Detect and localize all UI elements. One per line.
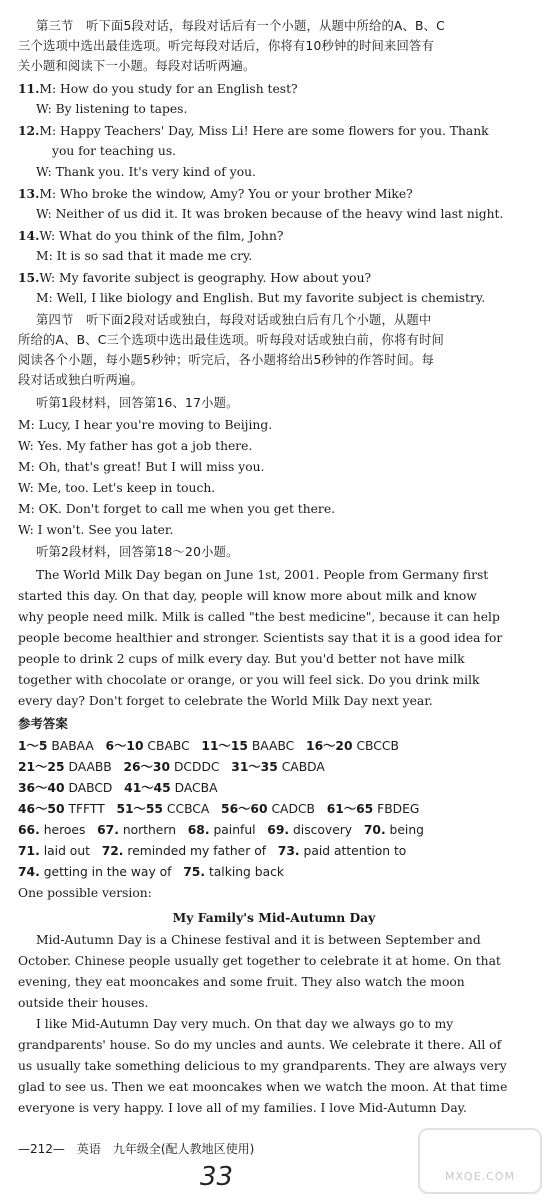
answer-range: 16～20	[306, 739, 353, 753]
question-number: 15.	[18, 270, 40, 285]
answer-value: reminded my father of	[127, 844, 267, 858]
lines-line	[18, 185, 530, 203]
lines-line	[18, 630, 530, 647]
answer-value: talking back	[208, 865, 284, 879]
lines-text: 第四节 听下面2段对话或独白，每段对话或独白后有几个小题，从题中	[36, 313, 432, 327]
answer-value: CBCCB	[356, 739, 399, 753]
answer-range: 68.	[187, 823, 210, 837]
essay-line	[36, 932, 530, 949]
lines-line	[18, 58, 530, 75]
lines-line	[18, 227, 530, 245]
lines-line	[36, 18, 530, 35]
answer-range: 70.	[363, 823, 386, 837]
essay-line	[18, 1079, 530, 1096]
lines-text: W: Me, too. Let's keep in touch.	[18, 481, 216, 495]
answer-value: CADCB	[271, 802, 315, 816]
essay-text: glad to see us. Then we eat mooncakes when we watch the moon. At that time	[18, 1080, 508, 1094]
lines-text: 阅读各个小题，每小题5秒钟；听完后，各小题将给出5秒钟的作答时间。每	[18, 353, 434, 367]
essay-line	[18, 1100, 530, 1117]
answer-row	[18, 801, 530, 818]
answer-range: 72.	[101, 844, 124, 858]
lines-line	[18, 269, 530, 287]
lines-text: W: I won't. See you later.	[18, 523, 174, 537]
lines-text: 听第1段材料，回答第16、17小题。	[36, 396, 239, 410]
answer-value: painful	[213, 823, 256, 837]
answer-value: being	[389, 823, 424, 837]
lines-text: M: It is so sad that it made me cry.	[36, 249, 253, 263]
lines-text: W: Thank you. It's very kind of you.	[36, 165, 256, 179]
lines-text: 三个选项中选出最佳选项。听完每段对话后，你将有10秒钟的时间来回答有	[18, 39, 434, 53]
lines-line	[18, 522, 530, 539]
answer-range: 36～40	[18, 781, 65, 795]
answer-range: 61～65	[326, 802, 374, 816]
lines-text: 关小题和阅读下一小题。每段对话听两遍。	[18, 59, 256, 73]
lines-text: people to drink 2 cups of milk every day. But you'd better not have milk	[18, 652, 465, 666]
lines-line	[36, 544, 530, 561]
lines-text: W: Yes. My father has got a job there.	[18, 439, 253, 453]
lines-text: M: OK. Don't forget to call me when you get there.	[18, 502, 335, 516]
answer-value: FBDEG	[377, 802, 420, 816]
answer-value: laid out	[43, 844, 90, 858]
lines-text: M: Happy Teachers' Day, Miss Li! Here are some flowers for you. Thank	[39, 124, 489, 138]
answer-range: 1～5	[18, 739, 48, 753]
lines-line	[18, 651, 530, 668]
answer-value: getting in the way of	[43, 865, 172, 879]
lines-text: you for teaching us.	[52, 144, 177, 158]
answer-value: discovery	[293, 823, 353, 837]
essay-line	[18, 995, 530, 1012]
lines-line	[36, 206, 530, 223]
answer-row	[18, 738, 530, 755]
lines-text: started this day. On that day, people will know more about milk and know	[18, 589, 477, 603]
answer-row	[18, 864, 530, 881]
essay-text: us usually take something delicious to my grandparents. They are always very	[18, 1059, 507, 1073]
essay-text: outside their houses.	[18, 996, 149, 1010]
answer-range: 6～10	[105, 739, 144, 753]
essay-text: everyone is very happy. I love all of my families. I love Mid-Autumn Day.	[18, 1101, 467, 1115]
lines-text: 听第2段材料，回答第18～20小题。	[36, 545, 239, 559]
lines-line	[52, 143, 530, 160]
answer-row	[18, 780, 530, 797]
page-footer: —212— 英语 九年级全(配人教地区使用)	[18, 1142, 255, 1156]
question-number: 14.	[18, 228, 40, 243]
answer-value: DCDDC	[173, 760, 220, 774]
answer-range: 31～35	[231, 760, 278, 774]
essay-text: I like Mid-Autumn Day very much. On that day we always go to my	[36, 1017, 454, 1031]
answer-value: CCBCA	[166, 802, 210, 816]
lines-text: together with chocolate or orange, or you will feel sick. Do you drink milk	[18, 673, 480, 687]
watermark-text: MXQE.COM	[445, 1169, 515, 1183]
lines-line	[18, 609, 530, 626]
answer-value: DAABB	[68, 760, 112, 774]
essay-text: grandparents' house. So do my uncles and aunts. We celebrate it there. All of	[18, 1038, 502, 1052]
lines-line	[36, 567, 530, 584]
answer-range: 73.	[277, 844, 300, 858]
answer-value: CBABC	[147, 739, 190, 753]
answer-range: 56～60	[221, 802, 268, 816]
lines-text: 段对话或独白听两遍。	[18, 373, 143, 387]
lines-text: 所给的A、B、C三个选项中选出最佳选项。听每段对话或独白前，你将有时间	[18, 333, 444, 347]
essay-line	[36, 1016, 530, 1033]
lines-line	[18, 332, 530, 349]
lines-line	[36, 164, 530, 181]
answer-range: 51～55	[116, 802, 163, 816]
essay-line	[18, 974, 530, 991]
lines-line	[18, 38, 530, 55]
lines-line	[18, 417, 530, 434]
answer-range: 46～50	[18, 802, 65, 816]
answer-value: DACBA	[174, 781, 218, 795]
essay-title: My Family's Mid-Autumn Day	[172, 910, 376, 925]
answer-value: paid attention to	[303, 844, 407, 858]
lines-line	[18, 459, 530, 476]
essay-text: evening, they eat mooncakes and some fruit. They also watch the moon	[18, 975, 465, 989]
lines-text: M: Lucy, I hear you're moving to Beijing.	[18, 418, 273, 432]
answer-range: 74.	[18, 865, 40, 879]
answer-row	[18, 822, 530, 839]
lines-line	[18, 352, 530, 369]
lines-text: The World Milk Day began on June 1st, 2001. People from Germany first	[36, 568, 489, 582]
lines-line	[36, 395, 530, 412]
lines-text: W: Neither of us did it. It was broken because of the heavy wind last night.	[36, 207, 504, 221]
lines-line	[36, 312, 530, 329]
lines-text: M: Who broke the window, Amy? You or your brother Mike?	[39, 187, 413, 201]
lines-text: W: What do you think of the film, John?	[39, 229, 284, 243]
question-number: 12.	[18, 123, 40, 138]
handwritten-page-number: 33	[200, 1162, 234, 1192]
answers-heading: 参考答案	[18, 717, 68, 731]
lines-text: M: Well, I like biology and English. But my favorite subject is chemistry.	[36, 291, 486, 305]
essay-line	[18, 1058, 530, 1075]
version-label: One possible version:	[18, 886, 152, 900]
question-number: 11.	[18, 81, 40, 96]
answer-range: 11～15	[201, 739, 248, 753]
lines-text: M: How do you study for an English test?	[39, 82, 298, 96]
lines-line	[18, 588, 530, 605]
lines-line	[18, 480, 530, 497]
lines-line	[18, 80, 530, 98]
lines-line	[18, 693, 530, 710]
lines-line	[18, 372, 530, 389]
lines-line	[18, 501, 530, 518]
answer-range: 67.	[97, 823, 119, 837]
answer-range: 21～25	[18, 760, 65, 774]
lines-text: M: Oh, that's great! But I will miss you.	[18, 460, 265, 474]
answer-range: 71.	[18, 844, 40, 858]
lines-text: W: By listening to tapes.	[36, 102, 188, 116]
answer-range: 26～30	[123, 760, 171, 774]
answer-value: BAABC	[251, 739, 295, 753]
essay-line	[18, 1037, 530, 1054]
lines-line	[36, 290, 530, 307]
lines-text: 第三节 听下面5段对话，每段对话后有一个小题，从题中所给的A、B、C	[36, 19, 445, 33]
lines-line	[36, 101, 530, 118]
answer-value: BABAA	[51, 739, 94, 753]
answer-range: 66.	[18, 823, 40, 837]
answer-range: 69.	[267, 823, 290, 837]
answer-range: 41～45	[124, 781, 171, 795]
essay-text: October. Chinese people usually get together to celebrate it at home. On that	[18, 954, 501, 968]
answer-value: TFFTT	[68, 802, 105, 816]
lines-line	[18, 672, 530, 689]
essay-line	[18, 953, 530, 970]
answer-value: heroes	[43, 823, 86, 837]
lines-line	[36, 248, 530, 265]
lines-text: people become healthier and stronger. Scientists say that it is a good idea for	[18, 631, 503, 645]
answer-value: CABDA	[281, 760, 325, 774]
watermark-logo	[418, 1128, 542, 1194]
answer-value: northern	[122, 823, 176, 837]
lines-text: why people need milk. Milk is called "the best medicine", because it can help	[18, 610, 500, 624]
lines-text: every day? Don't forget to celebrate the World Milk Day next year.	[18, 694, 433, 708]
lines-text: W: My favorite subject is geography. How about you?	[39, 271, 372, 285]
question-number: 13.	[18, 186, 40, 201]
lines-line	[18, 438, 530, 455]
answer-row	[18, 759, 530, 776]
essay-text: Mid-Autumn Day is a Chinese festival and it is between September and	[36, 933, 481, 947]
answer-row	[18, 843, 530, 860]
answer-value: DABCD	[68, 781, 113, 795]
answer-range: 75.	[183, 865, 206, 879]
lines-line	[18, 122, 530, 140]
